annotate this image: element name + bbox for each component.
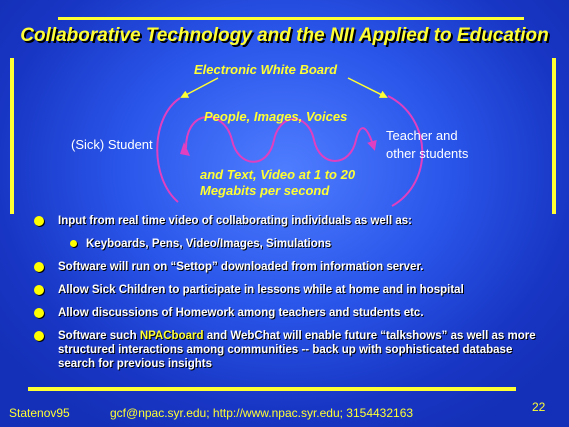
channel-bottom-label-line1: and Text, Video at 1 to 20 <box>200 167 356 182</box>
channel-start-arrow <box>180 142 190 156</box>
bullet-item <box>34 260 549 274</box>
bullet-text: Allow Sick Children to participate in lessons while at home and in hospital <box>58 284 464 296</box>
sub-bullet-item <box>34 237 549 251</box>
bullet-item <box>34 214 549 228</box>
bullet-dot-icon <box>70 240 77 247</box>
bullet-text-pre: Software such <box>58 330 140 342</box>
bullet-dot-icon <box>34 331 44 341</box>
channel-bottom-label-line2: Megabits per second <box>200 183 330 198</box>
footer-author: Statenov95 <box>9 406 70 420</box>
bullet-list <box>34 214 549 380</box>
bullet-dot-icon <box>34 308 44 318</box>
channel-top-label: People, Images, Voices <box>204 109 348 124</box>
bullet-text: Software will run on “Settop” downloaded from information server. <box>58 261 424 273</box>
footer-contact: gcf@npac.syr.edu; http://www.npac.syr.edu; 3154432163 <box>110 406 414 420</box>
student-bracket-curve <box>157 98 180 202</box>
teacher-label-line1: Teacher and <box>386 128 458 143</box>
page-number: 22 <box>532 400 546 414</box>
npacboard-highlight: NPACboard <box>139 330 204 342</box>
bullet-text <box>58 330 536 370</box>
bullet-dot-icon <box>34 262 44 272</box>
bullet-text-post: and WebChat will enable future “talkshows” as well as more structured interactions among communities -- back up with sophisticated database search for previous insights <box>58 330 536 370</box>
bullet-dot-icon <box>34 285 44 295</box>
bullet-text: Keyboards, Pens, Video/Images, Simulations <box>86 238 332 250</box>
bullet-item <box>34 306 549 320</box>
whiteboard-label: Electronic White Board <box>194 62 338 77</box>
student-label: (Sick) Student <box>71 137 153 152</box>
bullet-dot-icon <box>34 216 44 226</box>
bullet-text: Input from real time video of collaborating individuals as well as: <box>58 215 413 227</box>
slide-title: Collaborative Technology and the NII Applied to Education <box>20 25 549 46</box>
bullet-item <box>34 329 549 371</box>
bullet-item <box>34 283 549 297</box>
whiteboard-arrow-right <box>348 78 386 97</box>
whiteboard-arrow-left <box>182 78 218 97</box>
teacher-label-line2: other students <box>386 146 469 161</box>
bullet-text: Allow discussions of Homework among teachers and students etc. <box>58 307 424 319</box>
